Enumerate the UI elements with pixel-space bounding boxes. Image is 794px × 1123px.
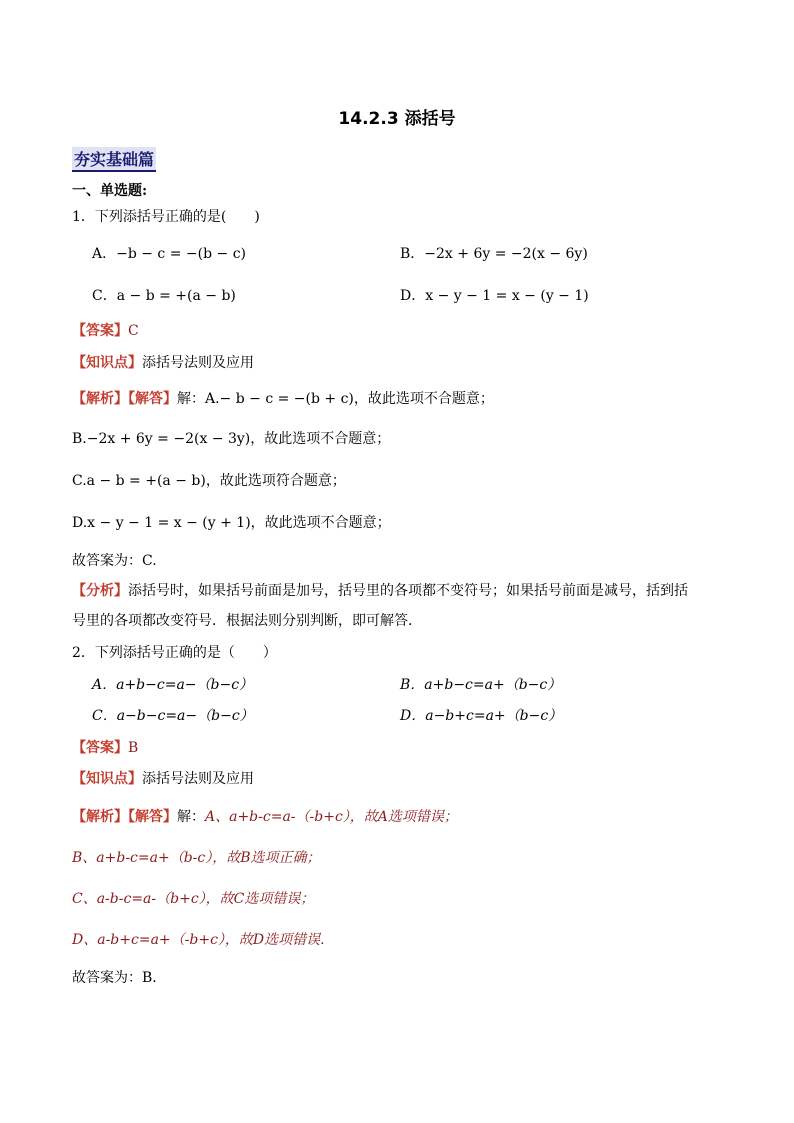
q1-sol-a: 解：A.− b − c = −(b + c)，故此选项不合题意； bbox=[177, 391, 494, 407]
q2-sol-b: B、a+b-c=a+（b-c），故B选项正确； bbox=[72, 850, 321, 866]
q2-option-c: C．a−b−c=a−（b−c） bbox=[92, 708, 254, 724]
q1-final: 故答案为：C. bbox=[72, 553, 157, 569]
q2-final: 故答案为：B. bbox=[72, 970, 157, 986]
section-heading: 夯实基础篇 bbox=[72, 147, 156, 172]
q1-fenxi-row bbox=[72, 580, 688, 600]
q2-option-a: A．a+b−c=a−（b−c） bbox=[92, 677, 254, 693]
q2-sol-d: D、a-b+c=a+（-b+c），故D选项错误. bbox=[72, 932, 325, 948]
q2-stem: 2．下列添括号正确的是（ ） bbox=[72, 645, 277, 661]
q1-sol-d: D.x − y − 1 = x − (y + 1)，故此选项不合题意； bbox=[72, 515, 391, 531]
q2-sol-intro: 解： bbox=[177, 809, 205, 825]
q1-analysis-tag: 【解析】【解答】 bbox=[72, 391, 177, 407]
q2-option-b: B．a+b−c=a+（b−c） bbox=[400, 677, 562, 693]
q2-kp-row bbox=[72, 768, 254, 788]
q1-sol-b: B.−2x + 6y = −2(x − 3y)，故此选项不合题意； bbox=[72, 431, 391, 447]
q1-analysis-row bbox=[72, 388, 494, 408]
q2-analysis-row bbox=[72, 806, 458, 826]
q2-answer: B bbox=[128, 740, 139, 756]
q1-answer: C bbox=[128, 323, 139, 339]
q1-sol-c: C.a − b = +(a − b)，故此选项符合题意； bbox=[72, 473, 346, 489]
q1-fenxi-tag: 【分析】 bbox=[72, 583, 128, 599]
q2-kp: 添括号法则及应用 bbox=[142, 771, 254, 787]
page-title: 14.2.3 添括号 bbox=[338, 109, 456, 129]
q1-option-d: D．x − y − 1 = x − (y − 1) bbox=[400, 288, 589, 304]
q1-fenxi-1: 添括号时，如果括号前面是加号，括号里的各项都不变符号；如果括号前面是减号，括到括 bbox=[128, 583, 688, 599]
q1-fenxi-2: 号里的各项都改变符号．根据法则分别判断，即可解答． bbox=[72, 613, 422, 629]
q2-kp-tag: 【知识点】 bbox=[72, 771, 142, 787]
q2-sol-c: C、a-b-c=a-（b+c），故C选项错误； bbox=[72, 891, 315, 907]
q2-sol-a: A、a+b-c=a-（-b+c），故A选项错误； bbox=[205, 809, 458, 825]
q1-kp-row bbox=[72, 352, 254, 372]
q2-option-d: D．a−b+c=a+（b−c） bbox=[400, 708, 563, 724]
q1-option-c: C．a − b = +(a − b) bbox=[92, 288, 236, 304]
q1-answer-row bbox=[72, 320, 139, 340]
part-heading: 一、单选题: bbox=[72, 183, 148, 199]
q1-stem: 1．下列添括号正确的是( ) bbox=[72, 209, 260, 225]
q1-answer-tag: 【答案】 bbox=[72, 323, 128, 339]
q1-kp-tag: 【知识点】 bbox=[72, 355, 142, 371]
q2-answer-tag: 【答案】 bbox=[72, 740, 128, 756]
q1-option-a: A．−b − c = −(b − c) bbox=[92, 246, 246, 262]
q1-kp: 添括号法则及应用 bbox=[142, 355, 254, 371]
q2-answer-row bbox=[72, 737, 138, 757]
q2-analysis-tag: 【解析】【解答】 bbox=[72, 809, 177, 825]
q1-option-b: B．−2x + 6y = −2(x − 6y) bbox=[400, 246, 588, 262]
